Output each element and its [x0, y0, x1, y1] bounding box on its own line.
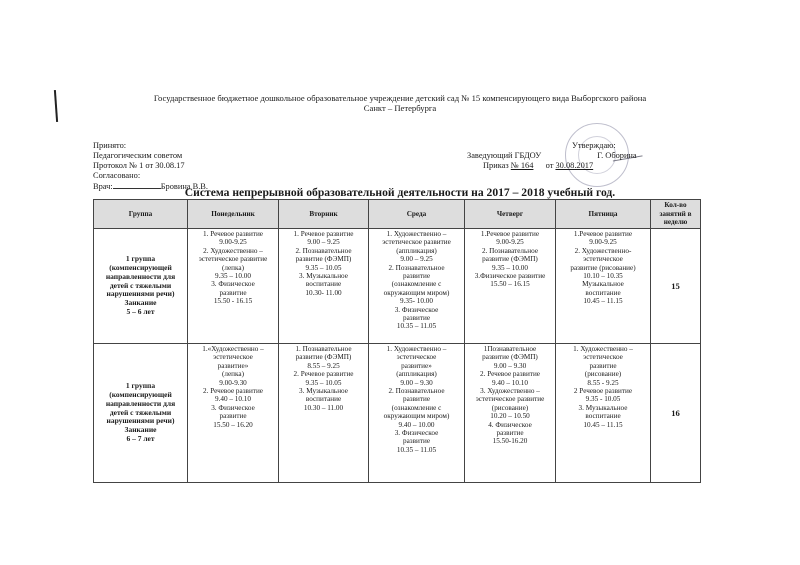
cell-line: 2. Художественно – [203, 246, 263, 255]
cell-line: 10.45 – 11.15 [583, 297, 623, 306]
table-row [94, 344, 701, 483]
header-thursday: Четверг [465, 200, 556, 229]
cell-line: 9.00 – 9.30 [493, 361, 527, 370]
order-date-prefix: от [545, 161, 554, 170]
cell-line: эстетическое развитие [382, 238, 451, 247]
order-number: № 164 [510, 161, 534, 170]
group-cell [94, 229, 188, 344]
cell-line: 2. Речевое развитие [203, 387, 263, 396]
cell-line: 10.30 – 11.00 [303, 403, 344, 412]
cell-line: 2. Познавательное [481, 246, 539, 255]
count-cell: 16 [651, 344, 701, 483]
cell-line: эстетическое [213, 353, 253, 362]
tuesday-cell [279, 344, 369, 483]
head-line [467, 151, 637, 161]
cell-line: 9.40 – 10.10 [215, 395, 251, 404]
org-name: Государственное бюджетное дошкольное образовательное учреждение детский сад № 15 компенсирующего вида Выборгского района [153, 93, 647, 103]
cell-line: 10.35 – 11.05 [396, 445, 437, 454]
friday-cell [556, 344, 651, 483]
cell-line: развитие» [401, 361, 432, 370]
accepted-label: Принято: [93, 141, 127, 150]
cell-line: воспитание [305, 395, 342, 404]
thursday-cell [465, 344, 556, 483]
cell-line: 3. Физическое [211, 403, 255, 412]
cell-line: развитие (рисование) [570, 263, 636, 272]
cell-line: эстетическое [583, 255, 623, 264]
header-count: Кол-во занятий в неделю [651, 200, 701, 229]
cell-line: 5 – 6 лет [126, 307, 155, 317]
wednesday-cell [369, 229, 465, 344]
friday-cell [556, 229, 651, 344]
cell-line: 10.10 – 10.35 [583, 272, 623, 281]
cell-line: 9.35 – 10.05 [305, 378, 342, 387]
thursday-cell [465, 229, 556, 344]
cell-line: 3. Физическое [394, 305, 439, 314]
cell-line: 1Познавательное [483, 345, 537, 353]
cell-line: 10.35 – 11.05 [396, 322, 437, 331]
organization-header [0, 93, 800, 113]
order-line [467, 161, 637, 171]
cell-line: 9.40 – 10.00 [398, 420, 435, 429]
cell-line: 15.50-16.20 [492, 437, 528, 446]
cell-line: воспитание [585, 412, 621, 421]
header-wednesday: Среда [369, 200, 465, 229]
group-cell [94, 344, 188, 483]
cell-line: развитие [402, 314, 431, 323]
cell-line: 2. Художественно- [574, 246, 632, 255]
cell-line: воспитание [305, 280, 342, 289]
cell-line: 3. Музыкальное [299, 387, 348, 396]
cell-line: развитие (ФЭМП) [295, 353, 352, 362]
cell-line: 1. Речевое развитие [293, 230, 354, 238]
cell-line: 3.Физическое развитие [474, 272, 546, 281]
cell-line: (лепка) [222, 263, 244, 272]
cell-line: 2. Речевое развитие [293, 370, 354, 379]
cell-line: 15.50 - 16.15 [213, 297, 253, 306]
cell-line: развитие [402, 395, 431, 404]
cell-line: развитие (ФЭМП) [295, 255, 352, 264]
cell-line: направленности для [105, 271, 176, 281]
cell-line: 9.00-9.25 [219, 238, 247, 247]
cell-line: (лепка) [222, 370, 244, 379]
cell-line: 10.45 – 11.15 [583, 420, 623, 429]
cell-line: 8.55 – 9.25 [307, 361, 340, 370]
cell-line: развитие (ФЭМП) [482, 255, 538, 264]
cell-line: 2 Речевое развитие [573, 387, 633, 396]
cell-line: (рисование) [491, 403, 529, 412]
cell-line: окружающим миром) [383, 412, 450, 421]
cell-line: развитие [219, 412, 247, 421]
cell-line: 1 группа [125, 253, 156, 263]
cell-line: 3. Музыкальное [299, 272, 348, 281]
table-row [94, 229, 701, 344]
cell-line: (ознакомление с [391, 280, 442, 289]
wednesday-cell [369, 344, 465, 483]
cell-line: 9.35 – 10.00 [215, 272, 251, 281]
cell-line: 1. Художественно – [386, 230, 447, 238]
approval-left-block [93, 141, 208, 192]
cell-line: 1. Познавательное [295, 345, 352, 353]
cell-line: 9.35 – 10.05 [305, 263, 342, 272]
cell-line: 2. Познавательное [388, 263, 445, 272]
council-label: Педагогическим советом [93, 151, 183, 160]
cell-line: 3. Художественно – [480, 387, 540, 396]
cell-line: 1.Речевое развитие [480, 230, 540, 238]
cell-line: (компенсирующей [109, 262, 172, 272]
cell-line: (ознакомление с [391, 403, 442, 412]
cell-line: развитие» [217, 361, 249, 370]
doctor-name: Бровина В.В. [160, 182, 208, 191]
header-group: Группа [94, 200, 188, 229]
cell-line: 6 – 7 лет [126, 434, 155, 444]
cell-line: 8.55 - 9.25 [587, 378, 619, 387]
cell-line: 3. Физическое [394, 429, 439, 438]
cell-line: 10.20 – 10.50 [490, 412, 530, 421]
cell-line: (рисование) [584, 370, 622, 379]
cell-line: 2. Познавательное [388, 387, 445, 396]
header-monday: Понедельник [188, 200, 279, 229]
schedule-table [93, 199, 701, 483]
count-cell: 15 [651, 229, 701, 344]
cell-line: 2. Речевое развитие [480, 370, 540, 379]
monday-cell [188, 344, 279, 483]
header-friday: Пятница [556, 200, 651, 229]
cell-line: нарушениями речи) [106, 416, 175, 426]
cell-line: Музыкальное [582, 280, 624, 289]
head-name: Г. Оборина [597, 151, 637, 160]
cell-line: 15.50 – 16.20 [213, 420, 253, 429]
cell-line: 1.«Художественно – [202, 345, 264, 353]
org-city: Санкт – Петербурга [363, 103, 437, 113]
tuesday-cell [279, 229, 369, 344]
cell-line: 10.30- 11.00 [305, 288, 342, 297]
cell-line: воспитание [585, 288, 621, 297]
cell-line: (аппликация) [396, 370, 437, 379]
cell-line: развитие [402, 272, 431, 281]
cell-line: эстетическое развитие [475, 395, 545, 404]
cell-line: 1.Речевое развитие [573, 230, 633, 238]
cell-line: 1 группа [125, 380, 156, 390]
cell-line: развитие [402, 437, 431, 446]
cell-line: 2. Познавательное [295, 246, 352, 255]
cell-line: 1. Художественно – [386, 345, 447, 353]
document-title: Система непрерывной образовательной деятельности на 2017 – 2018 учебный год. [184, 186, 616, 199]
cell-line: развитие [589, 361, 617, 370]
cell-line: нарушениями речи) [106, 289, 175, 299]
cell-line: 9.00-9.25 [496, 238, 524, 247]
cell-line: 9.00 – 9.25 [400, 255, 433, 264]
cell-line: (компенсирующей [109, 389, 172, 399]
cell-line: развитие [496, 429, 524, 438]
cell-line: 9.00 – 9.25 [307, 238, 340, 247]
cell-line: 3. Физическое [211, 280, 255, 289]
cell-line: 15.50 – 16.15 [490, 280, 530, 289]
head-prefix: Заведующий ГБДОУ [467, 151, 542, 160]
cell-line: развитие (ФЭМП) [482, 353, 538, 362]
cell-line: 9.00-9.25 [589, 238, 617, 247]
order-prefix: Приказ [483, 161, 509, 170]
approved-label: Утверждаю: [572, 141, 616, 150]
cell-line: 4. Физическое [488, 420, 532, 429]
header-tuesday: Вторник [279, 200, 369, 229]
cell-line: Занкание [124, 298, 157, 308]
cell-line: окружающим миром) [383, 288, 450, 297]
protocol-label: Протокол № 1 от 30.08.17 [93, 161, 185, 170]
cell-line: 9.35 - 10.05 [585, 395, 621, 404]
monday-cell [188, 229, 279, 344]
table-header-row [94, 200, 701, 229]
cell-line: эстетическое развитие [198, 255, 268, 264]
cell-line: Занкание [124, 425, 157, 435]
cell-line: 9.35- 10.00 [400, 297, 433, 306]
cell-line: 9.35 – 10.00 [492, 263, 528, 272]
cell-line: эстетическое [396, 353, 437, 362]
cell-line: эстетическое [583, 353, 623, 362]
cell-line: (аппликация) [396, 246, 437, 255]
cell-line: 1. Художественно – [573, 345, 633, 353]
cell-line: 3. Музыкальное [578, 403, 628, 412]
cell-line: направленности для [105, 398, 176, 408]
doctor-label: Врач: [93, 182, 113, 191]
approval-right-block [467, 141, 637, 171]
cell-line: детей с тяжелыми [109, 407, 172, 417]
agreed-label: Согласовано: [93, 171, 141, 180]
cell-line: развитие [219, 288, 247, 297]
order-date: 30.08.2017 [555, 161, 594, 170]
cell-line: 1. Речевое развитие [203, 230, 263, 238]
cell-line: детей с тяжелыми [109, 280, 172, 290]
cell-line: 9.00 – 9.30 [400, 378, 433, 387]
cell-line: 9.00-9.30 [219, 378, 247, 387]
cell-line: 9.40 – 10.10 [492, 378, 528, 387]
